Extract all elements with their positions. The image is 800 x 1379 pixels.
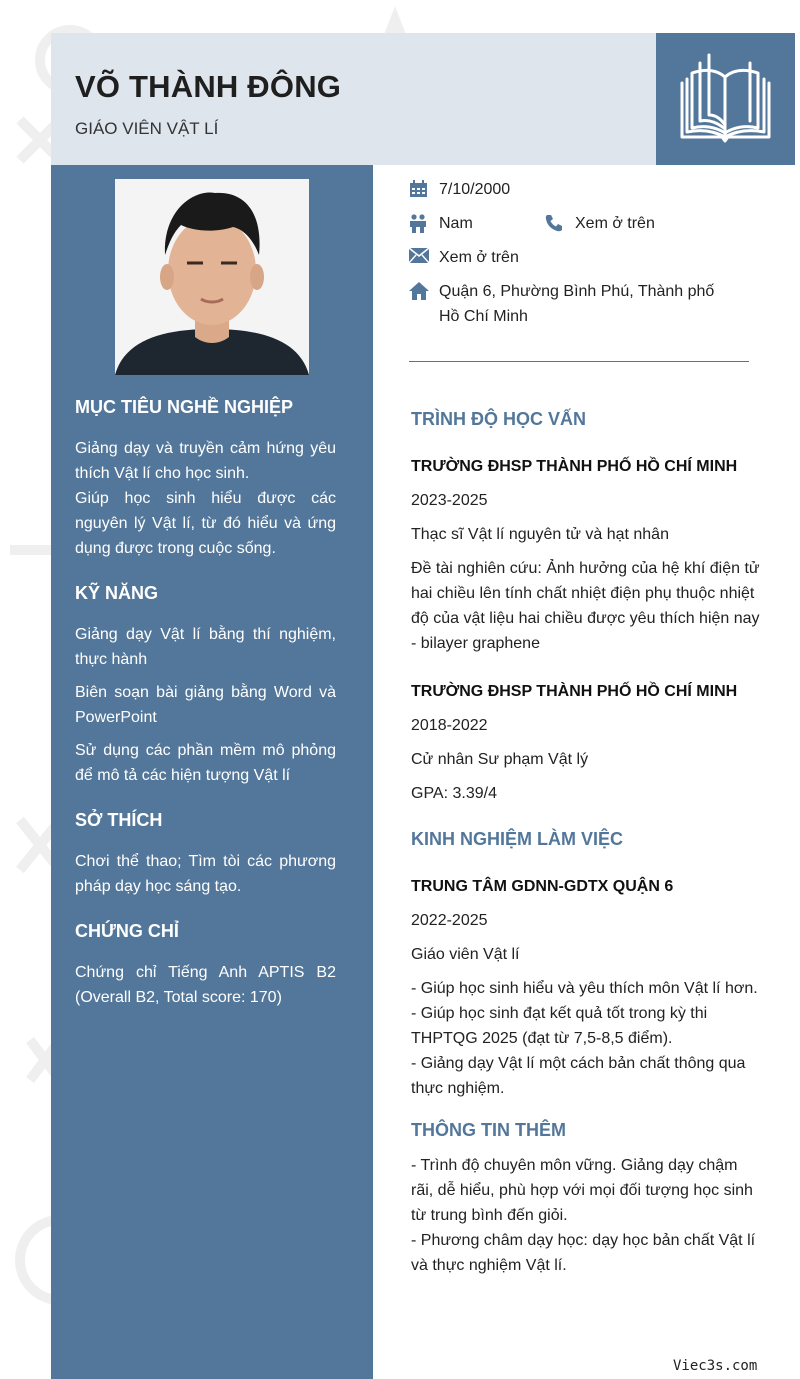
right-content (373, 165, 795, 1379)
education-section (411, 409, 761, 806)
skills-section (75, 583, 336, 788)
gender-phone-row (409, 211, 749, 236)
contact-info (409, 177, 749, 338)
experience-heading: KINH NGHIỆM LÀM VIỆC (411, 829, 624, 849)
birthday-value: 7/10/2000 (439, 181, 511, 198)
experience-years: 2022-2025 (411, 912, 488, 929)
hobbies-section (75, 810, 336, 899)
education-years: 2018-2022 (411, 717, 488, 734)
extra-info-section (411, 1120, 761, 1278)
main-sections (411, 409, 761, 1287)
hobbies-text: Chơi thể thao; Tìm tòi các phương pháp dạy học sáng tạo. (75, 853, 336, 895)
hobbies-heading: SỞ THÍCH (75, 810, 163, 830)
footer-brand: Viec3s.com (673, 1358, 758, 1374)
certificates-heading: CHỨNG CHỈ (75, 921, 179, 941)
objective-heading: MỤC TIÊU NGHỀ NGHIỆP (75, 397, 294, 417)
certificates-section (75, 921, 336, 1010)
people-icon (409, 211, 439, 236)
email-value: Xem ở trên (439, 249, 519, 266)
header-banner (51, 33, 656, 165)
certificates-text: Chứng chỉ Tiếng Anh APTIS B2 (Overall B2, Total score: 170) (75, 964, 336, 1006)
job-title: GIÁO VIÊN VẬT LÍ (75, 119, 219, 138)
experience-role: Giáo viên Vật lí (411, 946, 520, 963)
experience-duty: - Giảng dạy Vật lí một cách bản chất thông qua thực nghiệm. (411, 1055, 746, 1097)
home-icon (409, 279, 439, 300)
education-detail: Đề tài nghiên cứu: Ảnh hưởng của hệ khí điện tử hai chiều lên tính chất nhiệt điện phụ thuộc nhiệt độ của vật liệu hai chiều được yêu thích hiện nay - bilayer graphene (411, 560, 760, 652)
logo-box (656, 33, 795, 165)
email-row (409, 245, 749, 270)
skill-item: Sử dụng các phần mềm mô phỏng để mô tả các hiện tượng Vật lí (75, 742, 336, 784)
contact-divider (409, 361, 749, 362)
left-sections (75, 397, 336, 1032)
education-entry (411, 683, 761, 806)
experience-section (411, 829, 761, 1101)
school-name: TRƯỜNG ĐHSP THÀNH PHỐ HỒ CHÍ MINH (411, 683, 738, 700)
extra-info-line: - Trình độ chuyên môn vững. Giảng dạy chậm rãi, dễ hiểu, phù hợp với mọi đối tượng học sinh từ trung bình đến giỏi. (411, 1157, 753, 1224)
address-row (409, 279, 749, 329)
phone-value: Xem ở trên (575, 215, 655, 232)
objective-section (75, 397, 336, 561)
education-detail: GPA: 3.39/4 (411, 785, 497, 802)
gender-value: Nam (439, 215, 473, 232)
school-name: TRƯỜNG ĐHSP THÀNH PHỐ HỒ CHÍ MINH (411, 458, 738, 475)
company-name: TRUNG TÂM GDNN-GDTX QUẬN 6 (411, 878, 674, 895)
education-years: 2023-2025 (411, 492, 488, 509)
education-degree: Thạc sĩ Vật lí nguyên tử và hạt nhân (411, 526, 669, 543)
phone-icon (545, 211, 575, 236)
objective-text: Giảng dạy và truyền cảm hứng yêu thích Vật lí cho học sinh. (75, 440, 336, 482)
skills-heading: KỸ NĂNG (75, 583, 159, 603)
address-value: Quận 6, Phường Bình Phú, Thành phố Hồ Chí Minh (439, 283, 715, 325)
open-book-icon (656, 33, 795, 165)
extra-info-heading: THÔNG TIN THÊM (411, 1120, 566, 1140)
objective-text-2: Giúp học sinh hiểu được các nguyên lý Vật lí, từ đó hiểu và ứng dụng được trong cuộc sống. (75, 490, 336, 557)
experience-duty: - Giúp học sinh đạt kết quả tốt trong kỳ thi THPTQG 2025 (đạt từ 7,5-8,5 điểm). (411, 1005, 708, 1047)
skill-item: Biên soạn bài giảng bằng Word và PowerPoint (75, 684, 336, 726)
extra-info-line: - Phương châm dạy học: dạy học bản chất Vật lí và thực nghiệm Vật lí. (411, 1232, 756, 1274)
calendar-icon (409, 177, 439, 198)
skill-item: Giảng dạy Vật lí bằng thí nghiệm, thực hành (75, 626, 336, 668)
profile-photo (115, 179, 309, 375)
education-heading: TRÌNH ĐỘ HỌC VẤN (411, 409, 586, 429)
left-sidebar (51, 165, 373, 1379)
education-degree: Cử nhân Sư phạm Vật lý (411, 751, 589, 768)
birthday-row (409, 177, 749, 202)
experience-duty: - Giúp học sinh hiểu và yêu thích môn Vật lí hơn. (411, 980, 758, 997)
candidate-name: VÕ THÀNH ĐÔNG (75, 69, 342, 104)
education-entry (411, 458, 761, 656)
envelope-icon (409, 245, 439, 263)
